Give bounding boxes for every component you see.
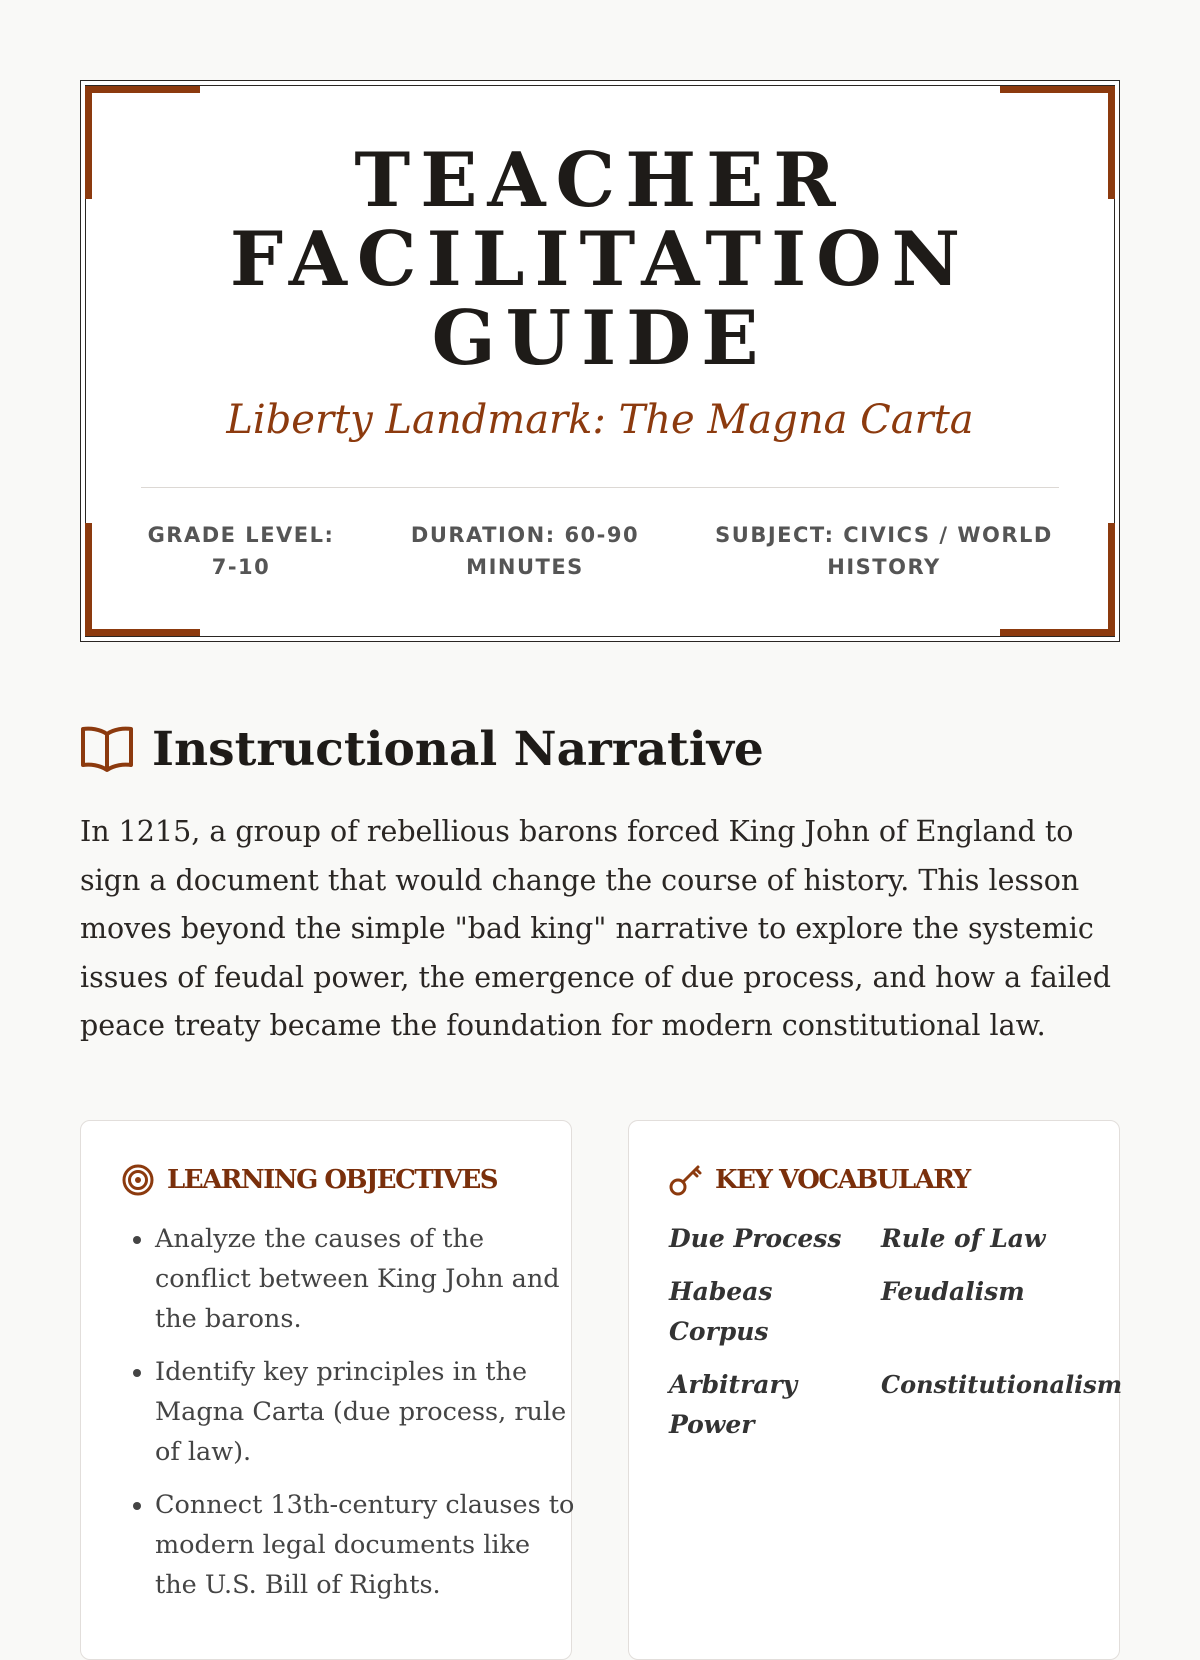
list-item: • Analyze the causes of the conflict between King John and the barons. xyxy=(155,1219,575,1339)
page-title-line: TEACHER xyxy=(354,136,846,224)
meta-subject-value: HISTORY xyxy=(827,555,941,579)
narrative-heading xyxy=(80,722,764,777)
vocabulary-card-heading: KEY VOCABULARY xyxy=(715,1165,970,1195)
vocabulary-row xyxy=(669,1365,1129,1445)
vocabulary-row xyxy=(669,1219,1129,1259)
page-title xyxy=(81,136,1119,382)
lesson-meta xyxy=(131,519,1069,583)
objectives-list xyxy=(123,1219,575,1618)
target-icon xyxy=(121,1163,155,1197)
list-item: • Identify key principles in the Magna Carta (due process, rule of law). xyxy=(155,1352,575,1472)
meta-duration-label: DURATION: 60-90 xyxy=(410,523,640,547)
narrative-body: In 1215, a group of rebellious barons forced King John of England to sign a document that would change the course of history. This lesson moves beyond the simple "bad king" narrative to explore the systemic issues of feudal power, the emergence of due process, and how a failed peace treaty became the foundation for modern constitutional law. xyxy=(80,815,1112,1042)
open-book-icon xyxy=(80,725,134,775)
page-title-line: FACILITATION xyxy=(229,215,971,303)
key-icon xyxy=(669,1163,703,1197)
meta-grade-level xyxy=(131,519,351,583)
header-divider xyxy=(141,487,1059,488)
meta-grade-label: GRADE LEVEL: xyxy=(147,523,335,547)
vocabulary-row xyxy=(669,1272,1129,1352)
vocabulary-term: Due Process xyxy=(669,1224,842,1253)
meta-grade-value: 7-10 xyxy=(211,555,271,579)
vocabulary-grid xyxy=(669,1219,1129,1458)
objectives-card-heading: LEARNING OBJECTIVES xyxy=(167,1165,498,1195)
meta-subject xyxy=(699,519,1069,583)
objectives-card-title xyxy=(121,1163,497,1197)
narrative-heading-text: Instructional Narrative xyxy=(152,722,764,777)
list-item: • Connect 13th-century clauses to modern legal documents like the U.S. Bill of Rights. xyxy=(155,1485,575,1605)
objectives-card xyxy=(80,1120,575,1660)
vocabulary-card-title xyxy=(669,1163,970,1197)
vocabulary-term: Arbitrary Power xyxy=(669,1370,798,1439)
vocabulary-term: Constitutionalism xyxy=(881,1370,1123,1399)
meta-subject-label: SUBJECT: CIVICS / WORLD xyxy=(715,523,1053,547)
header-card xyxy=(80,80,1120,642)
vocabulary-term: Feudalism xyxy=(881,1277,1025,1306)
vocabulary-term: Rule of Law xyxy=(881,1224,1046,1253)
page-subtitle: Liberty Landmark: The Magna Carta xyxy=(226,397,974,443)
meta-duration xyxy=(395,519,655,583)
vocabulary-card xyxy=(628,1120,1123,1660)
meta-duration-value: MINUTES xyxy=(466,555,584,579)
vocabulary-term: Habeas Corpus xyxy=(669,1277,773,1346)
page-title-line: GUIDE xyxy=(431,294,769,382)
